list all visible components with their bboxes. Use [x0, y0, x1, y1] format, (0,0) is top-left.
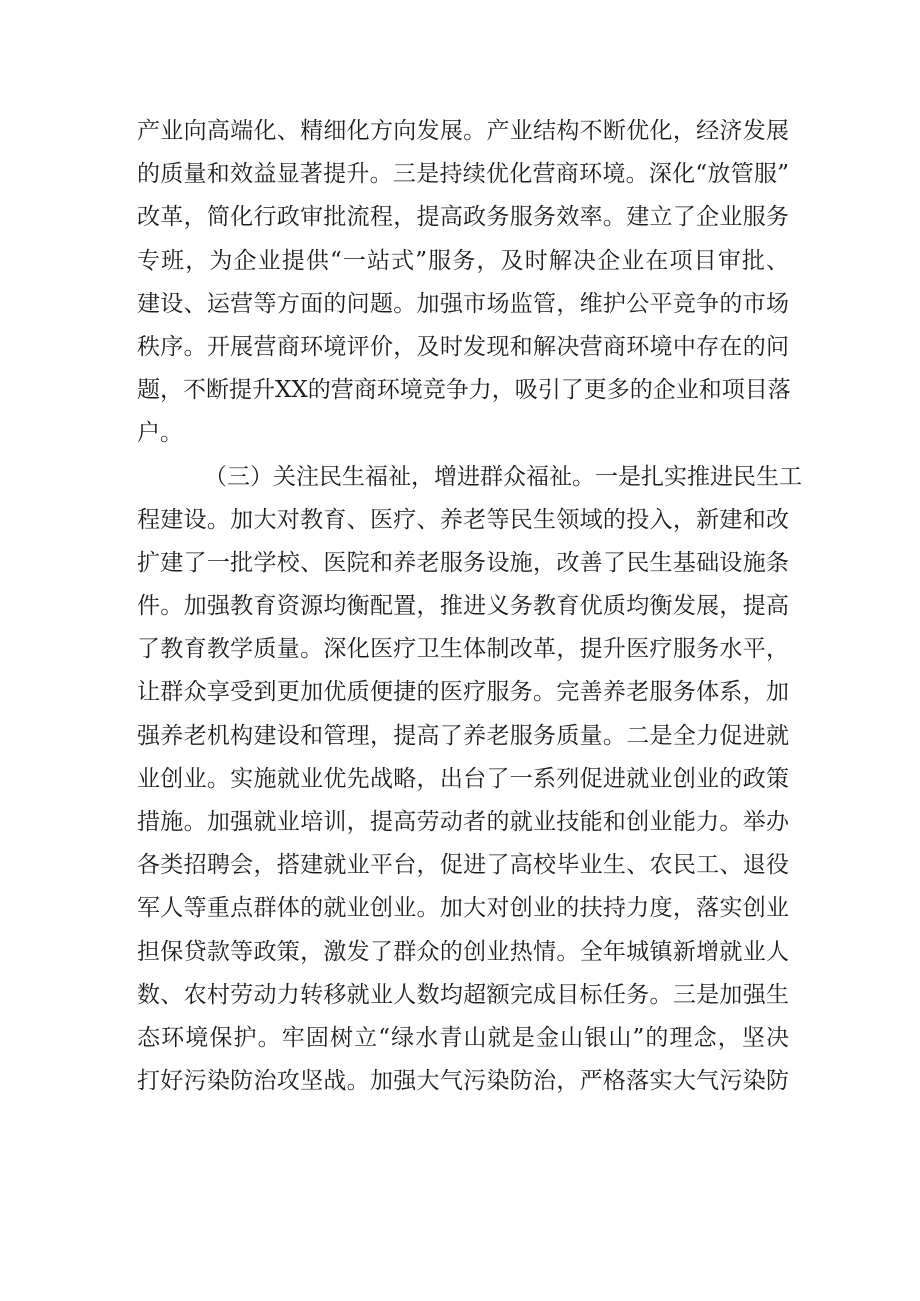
text-line: 业创业。实施就业优先战略，出台了一系列促进就业创业的政策 — [137, 765, 789, 792]
text-line: 担保贷款等政策，激发了群众的创业热情。全年城镇新增就业人 — [137, 938, 789, 965]
text-line: 题，不断提升XX的营商环境竞争力，吸引了更多的企业和项目落 — [137, 377, 791, 404]
section-heading-line: （三）关注民生福祉，增进群众福祉。一是扎实推进民生工 — [204, 463, 802, 490]
text-line: 措施。加强就业培训，提高劳动者的就业技能和创业能力。举办 — [137, 809, 789, 835]
text-line: 让群众享受到更加优质便捷的医疗服务。完善养老服务体系，加 — [137, 679, 789, 706]
text-line: 建设、运营等方面的问题。加强市场监管，维护公平竞争的市场 — [137, 290, 789, 317]
text-line: 态环境保护。牢固树立“绿水青山就是金山银山”的理念，坚决 — [137, 1024, 789, 1051]
text-line: 产业向高端化、精细化方向发展。产业结构不断优化，经济发展 — [137, 118, 789, 144]
text-line: 数、农村劳动力转移就业人数均超额完成目标任务。三是加强生 — [137, 981, 789, 1008]
paragraph-business-environment — [137, 110, 789, 456]
document-body — [137, 110, 802, 1103]
text-line: 了教育教学质量。深化医疗卫生体制改革，提升医疗服务水平， — [137, 636, 789, 663]
text-line: 各类招聘会，搭建就业平台，促进了高校毕业生、农民工、退役 — [137, 852, 789, 879]
text-line: 改革，简化行政审批流程，提高政务服务效率。建立了企业服务 — [137, 204, 789, 231]
text-line: 扩建了一批学校、医院和养老服务设施，改善了民生基础设施条 — [137, 549, 789, 576]
text-line: 件。加强教育资源均衡配置，推进义务教育优质均衡发展，提高 — [137, 593, 789, 620]
text-line: 专班，为企业提供“一站式”服务，及时解决企业在项目审批、 — [137, 247, 789, 274]
text-line: 打好污染防治攻坚战。加强大气污染防治，严格落实大气污染防 — [137, 1068, 789, 1095]
text-line: 秩序。开展营商环境评价，及时发现和解决营商环境中存在的问 — [137, 333, 789, 360]
text-line: 强养老机构建设和管理，提高了养老服务质量。二是全力促进就 — [137, 722, 789, 749]
paragraph-livelihood — [137, 456, 802, 1104]
text-line: 的质量和效益显著提升。三是持续优化营商环境。深化“放管服” — [137, 161, 789, 188]
text-line: 户。 — [137, 420, 183, 447]
text-line: 军人等重点群体的就业创业。加大对创业的扶持力度，落实创业 — [137, 895, 789, 922]
text-line: 程建设。加大对教育、医疗、养老等民生领域的投入，新建和改 — [137, 506, 789, 533]
